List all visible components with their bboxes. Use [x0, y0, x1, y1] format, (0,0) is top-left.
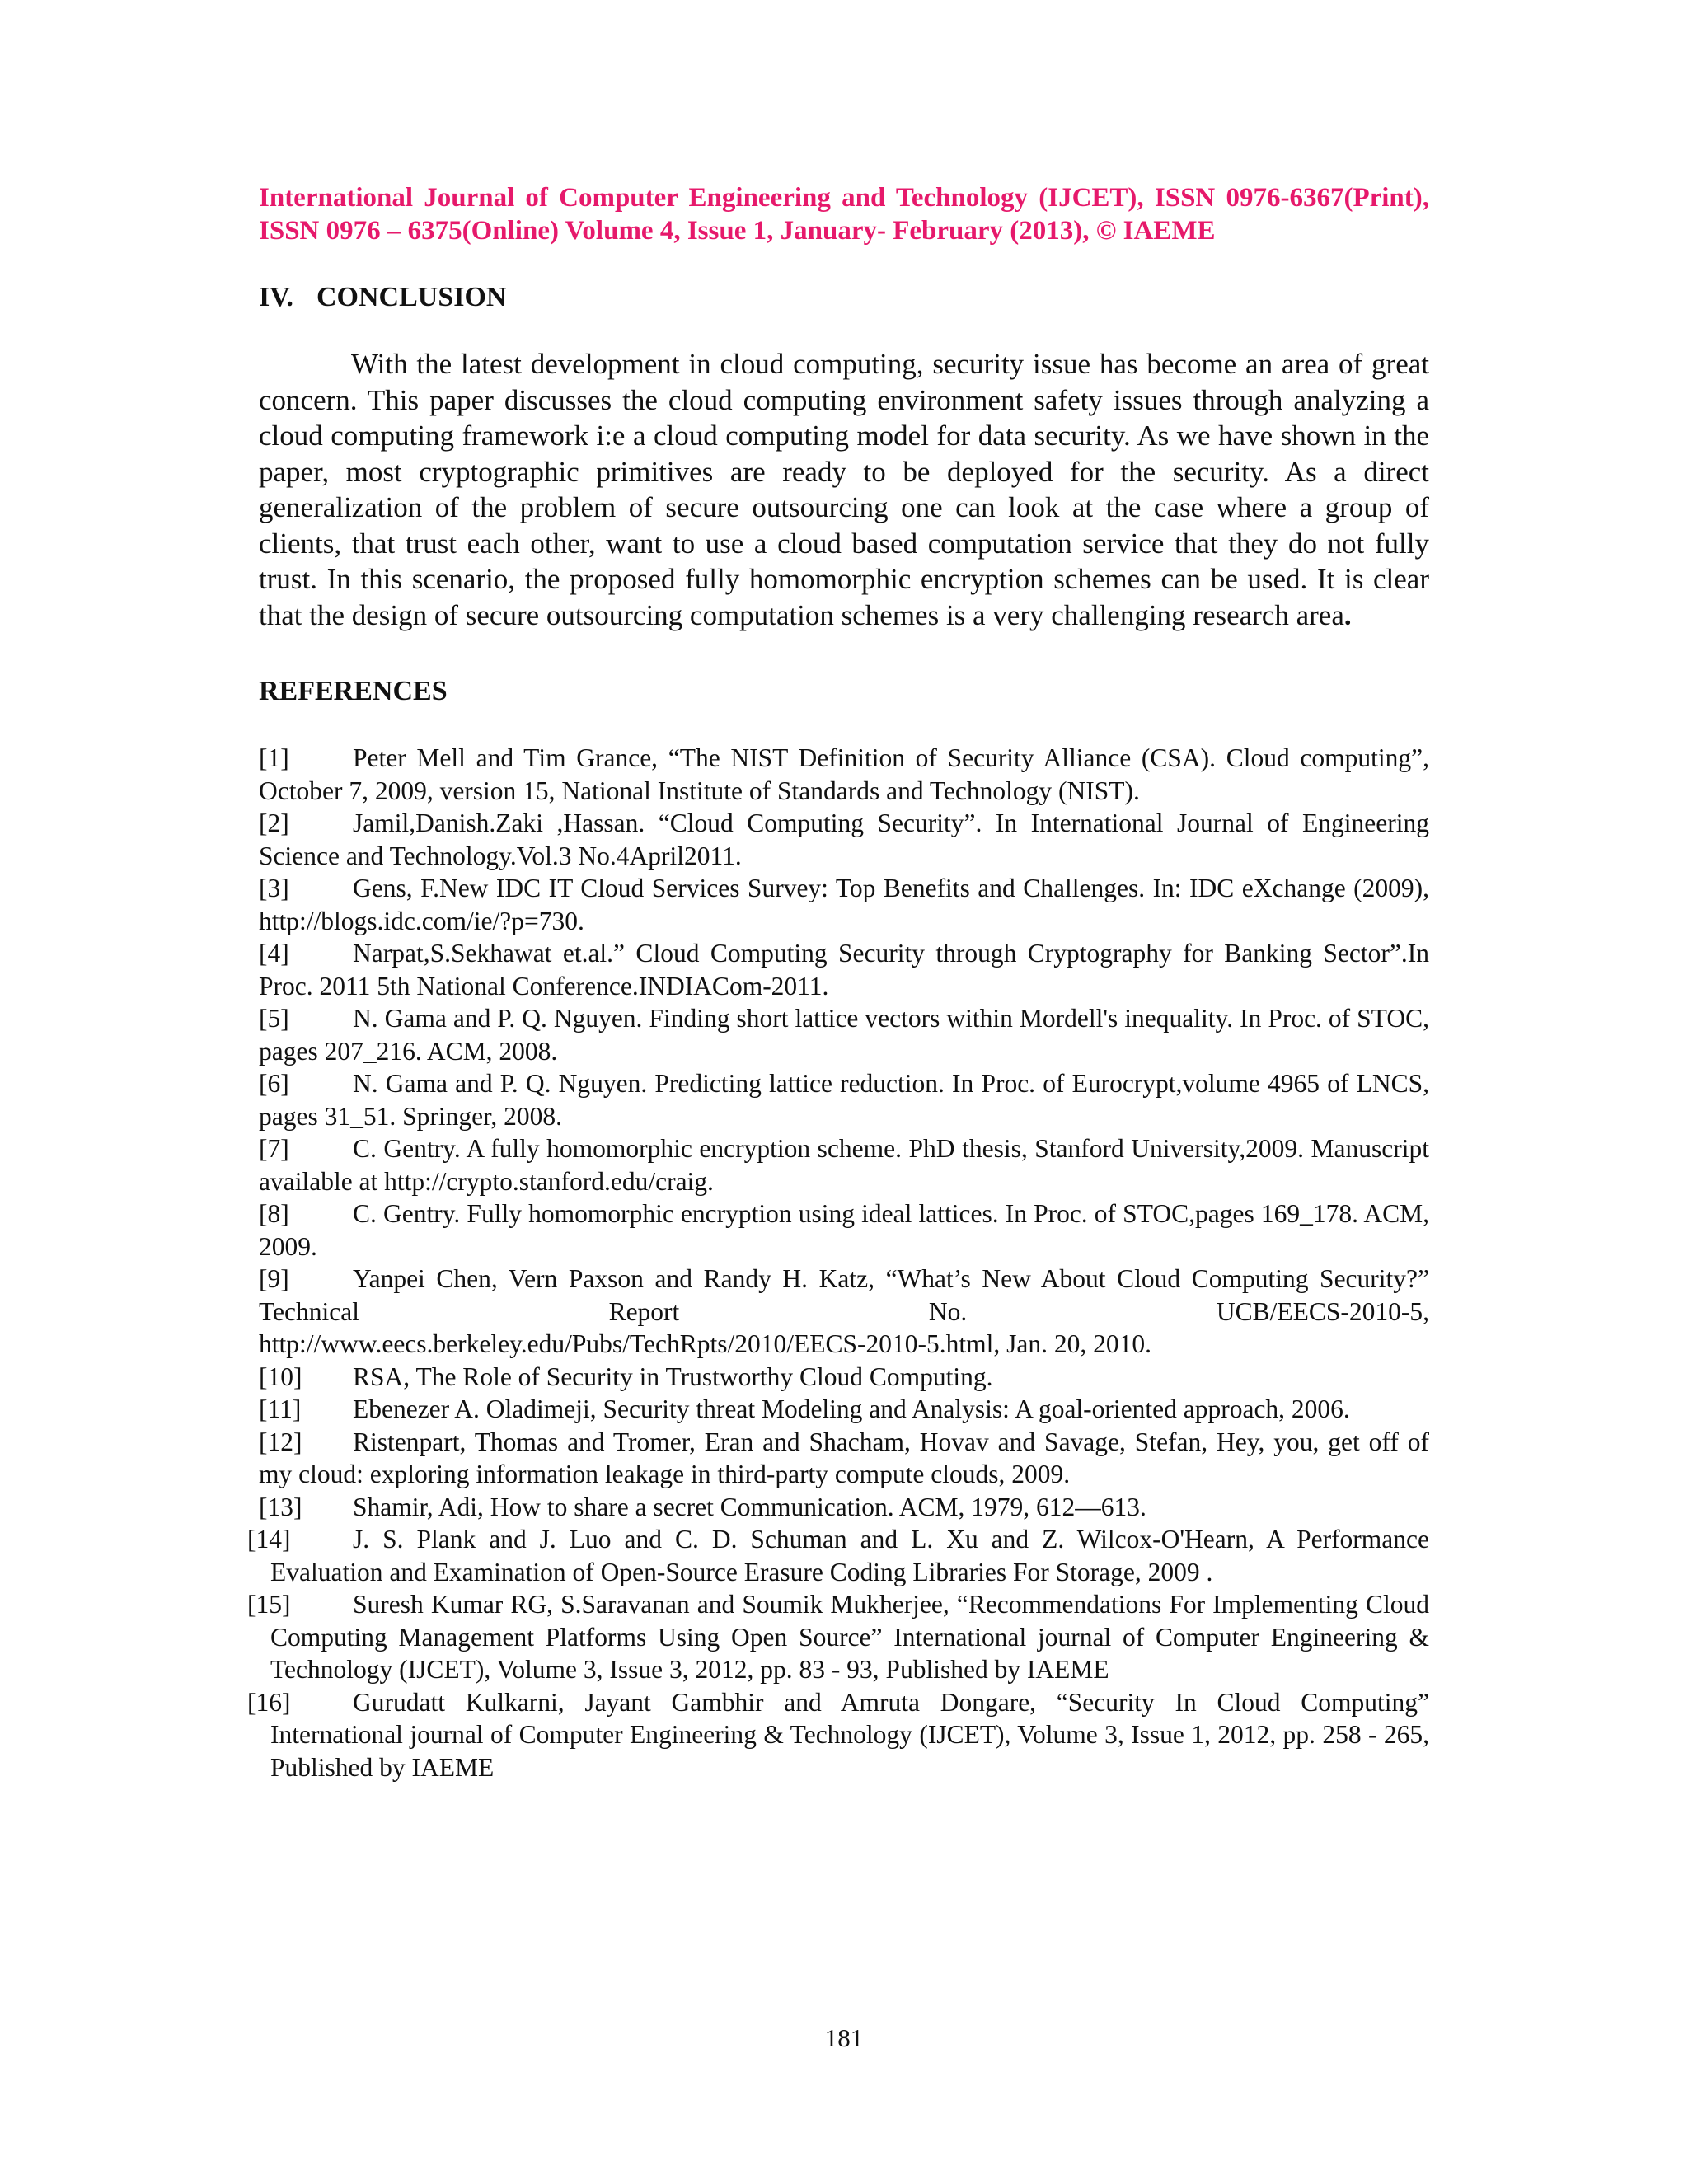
reference-number: [5]: [259, 1004, 289, 1033]
reference-url-line: [259, 1328, 1429, 1361]
reference-number: [3]: [259, 874, 289, 902]
reference-item: [259, 1002, 1429, 1067]
section-number: IV.: [259, 282, 293, 312]
reference-item: [259, 1491, 1429, 1524]
reference-number: [13]: [259, 1492, 302, 1521]
conclusion-body: With the latest development in cloud computing, security issue has become an area of great concern. This paper discusses the cloud computing environment safety issues through analyzing a cloud computing framework i:e a cloud computing model for data security. As we have shown in the paper, most cryptographic primitives are ready to be deployed for the security. As a direct generalization of the problem of secure outsourcing one can look at the case where a group of clients, that trust each other, want to use a cloud based computation service that they do not fully trust. In this scenario, the proposed fully homomorphic encryption schemes can be used. It is clear that the design of secure outsourcing computation schemes is a very challenging research area: [259, 348, 1429, 631]
reference-text: C. Gentry. Fully homomorphic encryption using ideal lattices. In Proc. of STOC,pages 169_178. ACM, 2009.: [259, 1199, 1429, 1261]
reference-item: [259, 1263, 1429, 1328]
reference-item: [259, 872, 1429, 937]
reference-number: [10]: [259, 1361, 302, 1391]
reference-text: Gurudatt Kulkarni, Jayant Gambhir and Amruta Dongare, “Security In Cloud Computing” International journal of Computer Engineering & Technology (IJCET), Volume 3, Issue 1, 2012, pp. 258 - 265, Published by IAEME: [270, 1687, 1429, 1782]
reference-number: [6]: [259, 1069, 289, 1098]
conclusion-paragraph: [259, 346, 1429, 633]
reference-text: Narpat,S.Sekhawat et.al.” Cloud Computing Security through Cryptography for Banking Sector”.In Proc. 2011 5th National Conference.INDIACom-2011.: [259, 939, 1429, 1001]
reference-number: [11]: [259, 1394, 302, 1423]
reference-number: [7]: [259, 1134, 289, 1163]
reference-number: [15]: [247, 1590, 291, 1619]
reference-number: [12]: [259, 1427, 302, 1456]
reference-url: http://www.eecs.berkeley.edu/Pubs/TechRpts/2010/EECS-2010-5.html, Jan. 20, 2010.: [259, 1329, 1151, 1358]
reference-item: [259, 1067, 1429, 1132]
reference-text: Peter Mell and Tim Grance, “The NIST Definition of Security Alliance (CSA). Cloud computing”, October 7, 2009, version 15, National Institute of Standards and Technology (NIST).: [259, 743, 1429, 805]
reference-text: Gens, F.New IDC IT Cloud Services Survey: Top Benefits and Challenges. In: IDC eXchange (2009), http://blogs.idc.com/ie/?p=730.: [259, 874, 1429, 935]
reference-item: [247, 1686, 1429, 1784]
reference-item: [259, 807, 1429, 872]
journal-header: International Journal of Computer Engineering and Technology (IJCET), ISSN 0976-6367(Print), ISSN 0976 – 6375(Online) Volume 4, Issue 1, January- February (2013), © IAEME: [259, 183, 1429, 246]
reference-number: [16]: [247, 1687, 291, 1717]
paper-page: [247, 181, 1429, 1783]
reference-item: [259, 1393, 1429, 1426]
reference-number: [14]: [247, 1525, 291, 1554]
reference-item: [259, 1197, 1429, 1263]
reference-item: [247, 1588, 1429, 1686]
reference-text: J. S. Plank and J. Luo and C. D. Schuman and L. Xu and Z. Wilcox-O'Hearn, A Performance Evaluation and Examination of Open-Source Erasure Coding Libraries For Storage, 2009 .: [270, 1525, 1429, 1586]
reference-text: RSA, The Role of Security in Trustworthy Cloud Computing.: [353, 1361, 993, 1391]
section-title: CONCLUSION: [316, 282, 507, 312]
reference-list: [247, 742, 1429, 1783]
reference-number: [9]: [259, 1264, 289, 1293]
reference-number: [4]: [259, 939, 289, 968]
reference-text: N. Gama and P. Q. Nguyen. Finding short lattice vectors within Mordell's inequality. In Proc. of STOC, pages 207_216. ACM, 2008.: [259, 1004, 1429, 1066]
reference-item: [259, 1426, 1429, 1491]
reference-item: [259, 1361, 1429, 1394]
reference-item: [259, 1132, 1429, 1197]
reference-text: Shamir, Adi, How to share a secret Communication. ACM, 1979, 612—613.: [353, 1492, 1146, 1521]
reference-text: Jamil,Danish.Zaki ,Hassan. “Cloud Computing Security”. In International Journal of Engineering Science and Technology.Vol.3 No.4April2011.: [259, 808, 1429, 870]
reference-text: Ebenezer A. Oladimeji, Security threat Modeling and Analysis: A goal-oriented approach, 2006.: [353, 1394, 1350, 1423]
reference-number: [1]: [259, 743, 289, 772]
page-number: 181: [824, 2023, 864, 2052]
reference-item: [259, 937, 1429, 1002]
reference-text: Yanpei Chen, Vern Paxson and Randy H. Katz, “What’s New About Cloud Computing Security?” Technical Report No. UCB/EECS-2010-5,: [259, 1264, 1429, 1326]
reference-item: [259, 742, 1429, 807]
reference-number: [2]: [259, 808, 289, 837]
reference-text: Ristenpart, Thomas and Tromer, Eran and Shacham, Hovav and Savage, Stefan, Hey, you, get off of my cloud: exploring information leakage in third-party compute clouds, 2009.: [259, 1427, 1429, 1488]
reference-text: N. Gama and P. Q. Nguyen. Predicting lattice reduction. In Proc. of Eurocrypt,volume 4965 of LNCS, pages 31_51. Springer, 2008.: [259, 1069, 1429, 1131]
conclusion-heading: [259, 282, 1429, 313]
reference-item: [247, 1523, 1429, 1588]
references-heading: REFERENCES: [259, 676, 448, 706]
conclusion-end-mark: .: [1343, 598, 1352, 631]
reference-number: [8]: [259, 1199, 289, 1228]
reference-text: Suresh Kumar RG, S.Saravanan and Soumik Mukherjee, “Recommendations For Implementing Cloud Computing Management Platforms Using Open Source” International journal of Computer Engineering & Technology (IJCET), Volume 3, Issue 3, 2012, pp. 83 - 93, Published by IAEME: [270, 1590, 1429, 1684]
reference-text: C. Gentry. A fully homomorphic encryption scheme. PhD thesis, Stanford University,2009. Manuscript available at http://crypto.stanford.edu/craig.: [259, 1134, 1429, 1196]
